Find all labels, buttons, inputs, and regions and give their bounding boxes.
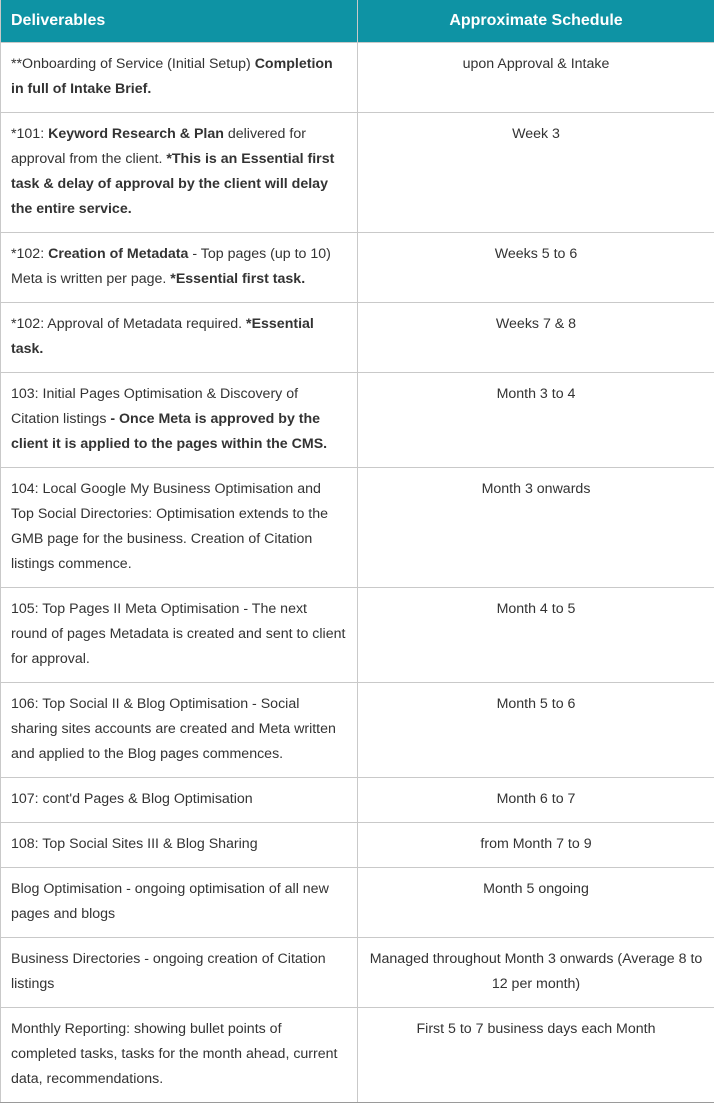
deliverable-text: Business Directories - ongoing creation of Citation listings <box>11 951 326 992</box>
table-row <box>1 373 714 468</box>
schedule-cell: Month 3 onwards <box>358 468 714 588</box>
deliverable-cell <box>1 43 358 113</box>
deliverable-text-bold: *This is an Essential first task & delay of approval by the client will delay the entire service. <box>11 151 334 217</box>
deliverable-cell <box>1 233 358 303</box>
table-row <box>1 1008 714 1103</box>
deliverable-text-bold: - Once Meta is approved by the client it is applied to the pages within the CMS. <box>11 411 327 452</box>
deliverable-text-bold: Creation of Metadata <box>48 246 188 262</box>
deliverable-text: 103: Initial Pages Optimisation & Discovery of Citation listings <box>11 386 298 427</box>
schedule-cell: Month 3 to 4 <box>358 373 714 468</box>
deliverable-text: 106: Top Social II & Blog Optimisation - Social sharing sites accounts are created and Meta written and applied to the Blog pages commences. <box>11 696 336 762</box>
schedule-cell: Month 4 to 5 <box>358 588 714 683</box>
schedule-cell: upon Approval & Intake <box>358 43 714 113</box>
deliverable-text: 108: Top Social Sites III & Blog Sharing <box>11 836 258 852</box>
deliverable-cell <box>1 1008 358 1103</box>
deliverable-text-bold: *Essential first task. <box>170 271 305 287</box>
deliverable-text: 104: Local Google My Business Optimisation and Top Social Directories: Optimisation extends to the GMB page for the business. Creation of Citation listings commence. <box>11 481 328 572</box>
schedule-cell: Month 5 to 6 <box>358 683 714 778</box>
schedule-cell: from Month 7 to 9 <box>358 823 714 868</box>
table-row <box>1 778 714 823</box>
schedule-cell: Month 6 to 7 <box>358 778 714 823</box>
table-body <box>1 43 714 1103</box>
deliverable-text: *101: <box>11 126 48 142</box>
deliverable-text: - Top pages (up to 10) Meta is written per page. <box>11 246 331 287</box>
table-row <box>1 823 714 868</box>
table-row <box>1 233 714 303</box>
deliverable-cell <box>1 468 358 588</box>
table-row <box>1 683 714 778</box>
table-row <box>1 468 714 588</box>
deliverable-text: 107: cont'd Pages & Blog Optimisation <box>11 791 253 807</box>
schedule-cell: Weeks 5 to 6 <box>358 233 714 303</box>
deliverable-cell <box>1 778 358 823</box>
deliverable-text: *102: Approval of Metadata required. <box>11 316 246 332</box>
deliverable-cell <box>1 683 358 778</box>
schedule-cell: First 5 to 7 business days each Month <box>358 1008 714 1103</box>
table-row <box>1 868 714 938</box>
table-row <box>1 43 714 113</box>
table-row <box>1 303 714 373</box>
table-row <box>1 113 714 233</box>
schedule-cell: Month 5 ongoing <box>358 868 714 938</box>
schedule-cell: Managed throughout Month 3 onwards (Average 8 to 12 per month) <box>358 938 714 1008</box>
deliverable-cell <box>1 868 358 938</box>
schedule-cell: Week 3 <box>358 113 714 233</box>
deliverable-text-bold: Keyword Research & Plan <box>48 126 224 142</box>
deliverable-cell <box>1 303 358 373</box>
deliverable-text: delivered for approval from the client. <box>11 126 306 167</box>
deliverable-cell <box>1 113 358 233</box>
deliverable-text: **Onboarding of Service (Initial Setup) <box>11 56 255 72</box>
deliverables-header: Deliverables <box>1 0 358 43</box>
table-row <box>1 938 714 1008</box>
schedule-cell: Weeks 7 & 8 <box>358 303 714 373</box>
deliverable-text-bold: Completion in full of Intake Brief. <box>11 56 333 97</box>
deliverable-text: 105: Top Pages II Meta Optimisation - The next round of pages Metadata is created and sent to client for approval. <box>11 601 345 667</box>
deliverable-text: Blog Optimisation - ongoing optimisation of all new pages and blogs <box>11 881 329 922</box>
table-header-row <box>1 0 714 43</box>
deliverable-cell <box>1 823 358 868</box>
schedule-header: Approximate Schedule <box>358 0 714 43</box>
deliverable-cell <box>1 373 358 468</box>
deliverable-cell <box>1 588 358 683</box>
table-row <box>1 588 714 683</box>
deliverable-text: Monthly Reporting: showing bullet points of completed tasks, tasks for the month ahead, current data, recommendations. <box>11 1021 337 1087</box>
deliverable-text: *102: <box>11 246 48 262</box>
deliverable-text-bold: *Essential task. <box>11 316 314 357</box>
deliverable-cell <box>1 938 358 1008</box>
